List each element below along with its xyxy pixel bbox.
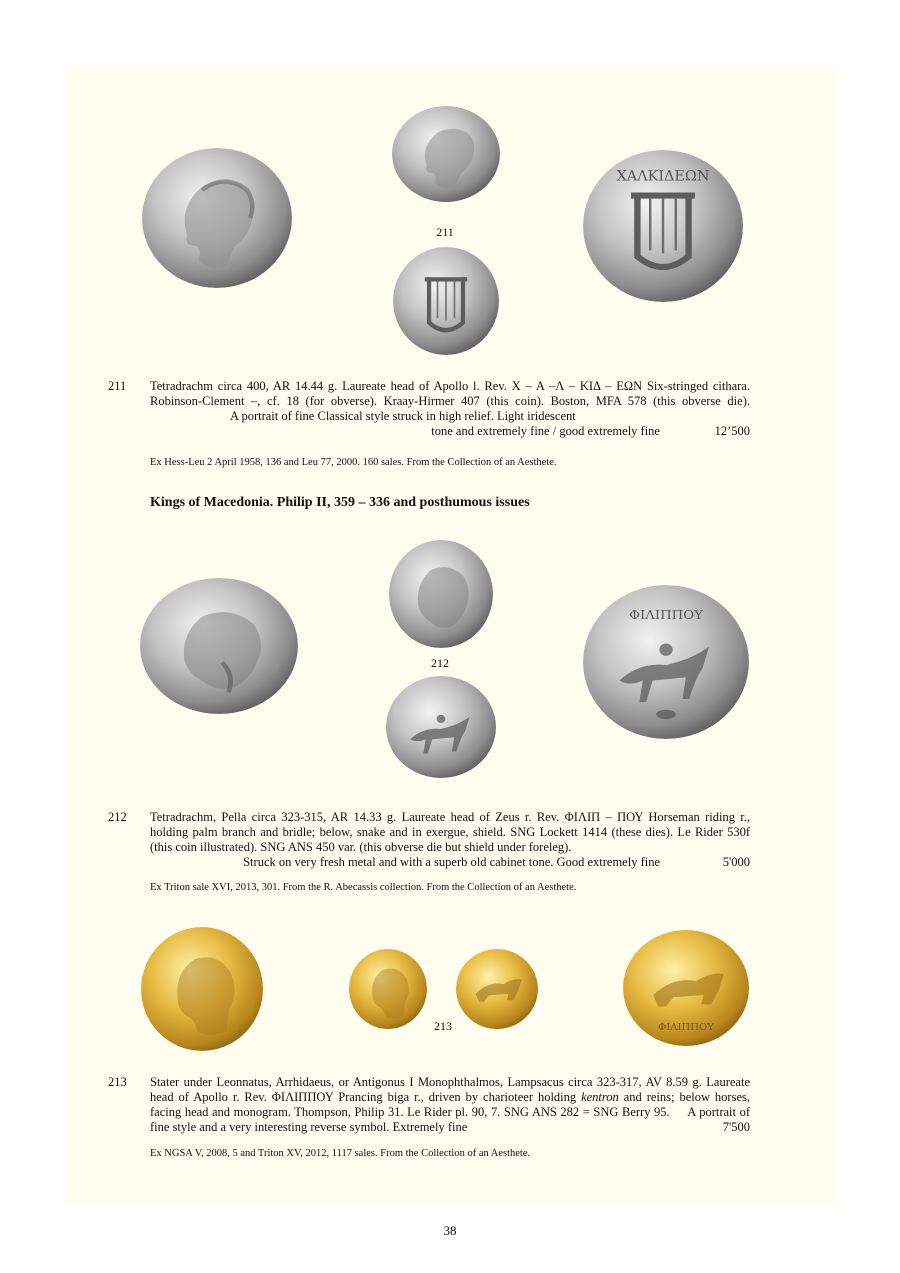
lot-number: 213 bbox=[108, 1075, 127, 1089]
lot-212-image-label: 212 bbox=[431, 656, 449, 670]
coin-213-obverse-large bbox=[141, 927, 263, 1051]
lot-description-em: kentron bbox=[581, 1090, 619, 1104]
lot-213-entry bbox=[108, 1075, 750, 1137]
lot-description-pre: Stater under Leonnatus, Arrhidaeus, or Antigonus I Monophthalmos, Lampsacus circa 323-317, AV 8.59 g. Laureate head of Apollo r. Rev. ΦΙΛΙΠΠΟΥ Prancing biga r., driven by charioteer holding bbox=[150, 1075, 750, 1104]
lot-number: 212 bbox=[108, 810, 127, 824]
lot-213-provenance: Ex NGSA V, 2008, 5 and Triton XV, 2012, 1117 sales. From the Collection of an Aesthete. bbox=[150, 1148, 531, 1159]
lot-213-image-label: 213 bbox=[434, 1019, 452, 1033]
coin-213-reverse-small bbox=[456, 949, 538, 1029]
coin-212-reverse-small bbox=[386, 676, 496, 778]
lot-comment: A portrait of fine Classical style struck in high relief. Light iridescent bbox=[230, 409, 576, 423]
coin-213-legend: ΦΙΛΙΠΠΟΥ bbox=[658, 1022, 714, 1033]
lot-grade: A portrait of fine style and a very interesting reverse symbol. Extremely fine bbox=[150, 1105, 751, 1134]
lot-price: 5'000 bbox=[722, 855, 750, 869]
lot-description: Tetradrachm circa 400, AR 14.44 g. Laureate head of Apollo l. Rev. Χ – Α –Λ – ΚΙΔ – ΕΩΝ Six-stringed cithara. Robinson-Clement –, cf. 18 (for obverse). Kraay-Hirmer 407 (this coin). Boston, MFA 578 (this obverse die). bbox=[150, 379, 750, 408]
coin-212-obverse-small bbox=[389, 540, 493, 648]
page-number: 38 bbox=[443, 1223, 457, 1238]
lot-description: Tetradrachm, Pella circa 323-315, AR 14.33 g. Laureate head of Zeus r. Rev. ΦΙΛΙΠ – ΠΟΥ Horseman riding r., holding palm branch and bridle; below, snake and in exergue, shield. SNG Lockett 1414 (these dies). Le Rider 530f (this coin illustrated). SNG ANS 450 var. (this obverse die but shield under foreleg). bbox=[150, 810, 750, 854]
section-title: Kings of Macedonia. Philip II, 359 – 336 and posthumous issues bbox=[150, 495, 530, 510]
lot-grade: Struck on very fresh metal and with a superb old cabinet tone. Good extremely fine bbox=[243, 855, 660, 869]
lot-price: 7'500 bbox=[722, 1120, 750, 1134]
coin-211-legend: ΧΑΛΚΙΔΕΩΝ bbox=[616, 168, 710, 185]
lot-211-image-label: 211 bbox=[436, 225, 454, 239]
lot-number: 211 bbox=[108, 379, 127, 393]
coin-211-obverse-large bbox=[142, 148, 292, 288]
coin-211-obverse-small bbox=[392, 106, 500, 202]
coin-213-reverse-large bbox=[623, 930, 749, 1046]
lot-211-entry bbox=[108, 379, 750, 439]
coin-212-legend: ΦΙΛΙΠΠΟΥ bbox=[629, 608, 703, 623]
lot-212-provenance: Ex Triton sale XVI, 2013, 301. From the R. Abecassis collection. From the Collection of an Aesthete. bbox=[150, 882, 577, 893]
coin-212-obverse-large bbox=[140, 578, 298, 714]
lot-grade: tone and extremely fine / good extremely fine bbox=[431, 424, 660, 438]
lot-211-provenance: Ex Hess-Leu 2 April 1958, 136 and Leu 77, 2000. 160 sales. From the Collection of an Aesthete. bbox=[150, 457, 557, 468]
coin-212-reverse-large bbox=[583, 585, 749, 739]
lot-212-entry bbox=[108, 810, 750, 872]
coin-213-obverse-small bbox=[349, 949, 427, 1029]
coin-211-reverse-large bbox=[583, 150, 743, 302]
coin-211-reverse-small bbox=[393, 247, 499, 355]
lot-price: 12’500 bbox=[714, 424, 750, 438]
lot-description-post: and reins; below horses, facing head and monogram. Thompson, Philip 31. Le Rider pl. 90, 7. SNG ANS 282 = SNG Berry 95. bbox=[150, 1090, 750, 1119]
